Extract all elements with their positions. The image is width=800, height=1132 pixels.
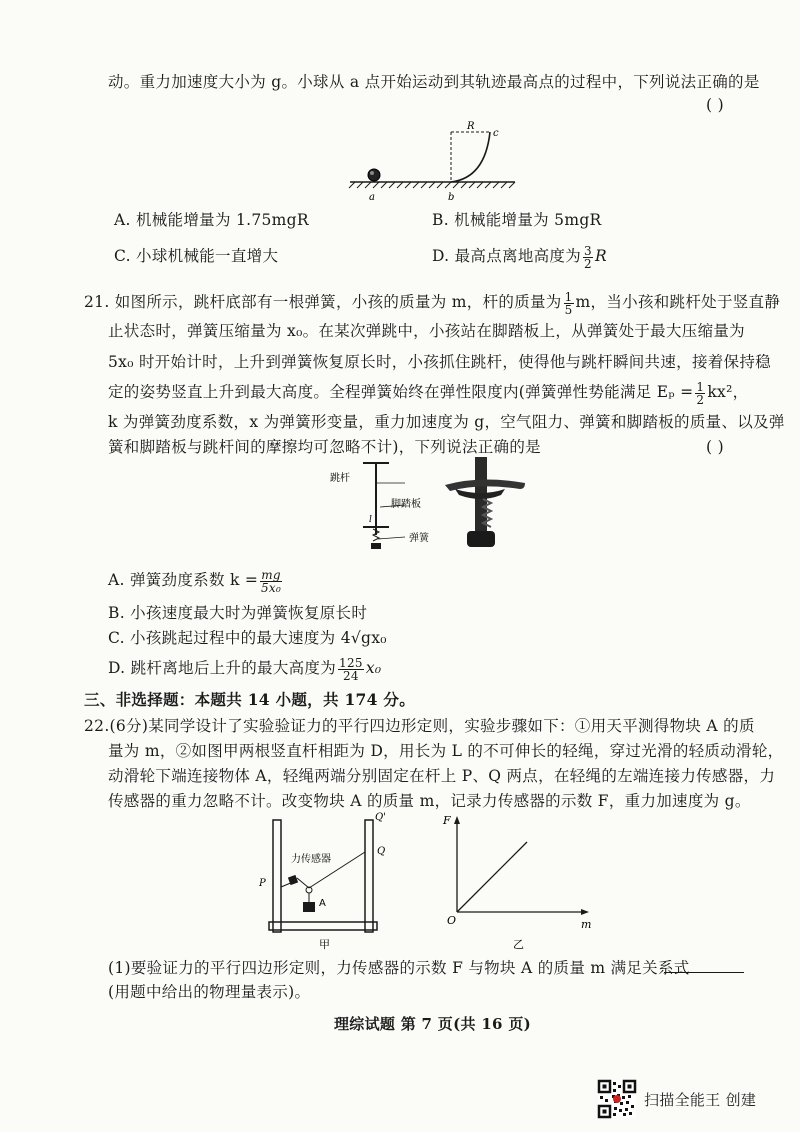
q21-line6: 簧和脚踏板与跳杆间的摩擦均可忽略不计)，下列说法正确的是	[108, 438, 541, 456]
q21-option-c: C. 小孩跳起过程中的最大速度为 4√gx₀	[108, 629, 387, 647]
q21-line1: 21. 如图所示，跳杆底部有一根弹簧，小孩的质量为 m，杆的质量为 $\frac{1}{5}$ m，当小孩和跳杆处于竖直静	[84, 289, 781, 317]
label-R: R	[467, 121, 475, 132]
pogo-stick-figure	[325, 455, 565, 555]
label-m: m	[581, 918, 592, 931]
ball-icon	[368, 169, 380, 181]
label-pedal: 脚踏板	[391, 499, 421, 510]
label-F: F	[443, 814, 451, 827]
q21-option-a: A. 弹簧劲度系数 k = $\frac{mg}{\text{5x₀}}$	[108, 567, 282, 595]
q22-sub1-line1: (1)要验证力的平行四边形定则，力传感器的示数 F 与物块 A 的质量 m 满足关系式	[108, 959, 690, 977]
q21-option-b: B. 小孩速度最大时为弹簧恢复原长时	[108, 604, 368, 622]
q20-option-c: C. 小球机械能一直增大	[114, 247, 279, 265]
q20-option-b: B. 机械能增量为 5mgR	[432, 211, 602, 229]
page-footer: 理综试题 第 7 页(共 16 页)	[334, 1015, 532, 1033]
label-A: A	[319, 898, 326, 909]
label-Q: Q	[377, 846, 386, 857]
q20-option-d: D. 最高点离地高度为 $\frac{3}{2}$ R	[432, 243, 607, 271]
label-O: O	[447, 914, 457, 927]
label-b: b	[448, 192, 455, 203]
figure-jia	[255, 812, 395, 952]
q21-line5: k 为弹簧劲度系数，x 为弹簧形变量，重力加速度为 g，空气阻力、弹簧和脚踏板的质量、以及弹	[108, 413, 785, 431]
q20-stem-line1: 动。重力加速度大小为 g。小球从 a 点开始运动到其轨迹最高点的过程中，下列说法正确的是	[108, 73, 760, 91]
label-spring: 弹簧	[409, 533, 429, 544]
svg-text:l: l	[369, 515, 372, 525]
caption-jia: 甲	[319, 938, 330, 951]
label-pole: 跳杆	[330, 473, 350, 484]
q20-option-a: A. 机械能增量为 1.75mgR	[114, 211, 309, 229]
q22-line4: 传感器的重力忽略不计。改变物块 A 的质量 m，记录力传感器的示数 F，重力加速度为 g。	[108, 792, 751, 810]
caption-yi: 乙	[513, 938, 524, 951]
q22-line1: 22.(6分)某同学设计了实验验证力的平行四边形定则，实验步骤如下：①用天平测得物块 A 的质	[84, 717, 755, 735]
q22-line3: 动滑轮下端连接物体 A，轻绳两端分别固定在杆上 P、Q 两点，在轻绳的左端连接力传感器，力	[108, 767, 776, 785]
q21-option-d: D. 跳杆离地后上升的最大高度为 $\frac{125}{24}$ x₀	[108, 655, 382, 683]
label-Q-prime: Q'	[375, 812, 386, 823]
label-P: P	[259, 878, 266, 889]
scanner-watermark: 扫描全能王 创建	[644, 1091, 757, 1109]
section-3-heading: 三、非选择题：本题共 14 小题，共 174 分。	[84, 690, 416, 709]
q21-line4: 定的姿势竖直上升到最大高度。全程弹簧始终在弹性限度内(弹簧弹性势能满足 Eₚ = $\frac{1}{2}$ kx²，	[108, 379, 749, 407]
q21-line2: 止状态时，弹簧压缩量为 x₀。在某次弹跳中，小孩站在脚踏板上，从弹簧处于最大压缩量为	[108, 322, 745, 340]
q21-line3: 5x₀ 时开始计时，上升到弹簧恢复原长时，小孩抓住跳杆，使得他与跳杆瞬间共速，接着保持稳	[108, 353, 771, 371]
label-a: a	[369, 192, 375, 203]
answer-blank-line	[664, 972, 744, 973]
q20-answer-bracket: ( )	[706, 96, 724, 114]
label-c: c	[493, 128, 499, 139]
q22-line2: 量为 m，②如图甲两根竖直杆相距为 D，用长为 L 的不可伸长的轻绳，穿过光滑的轻质动滑轮，	[108, 742, 784, 760]
q20-track-figure	[345, 120, 520, 205]
q21-answer-bracket: ( )	[706, 438, 724, 456]
figure-yi	[445, 812, 595, 952]
qr-code-icon	[598, 1080, 636, 1118]
label-force-sensor: 力传感器	[291, 854, 331, 865]
q22-sub1-line2: (用题中给出的物理量表示)。	[108, 983, 311, 1001]
